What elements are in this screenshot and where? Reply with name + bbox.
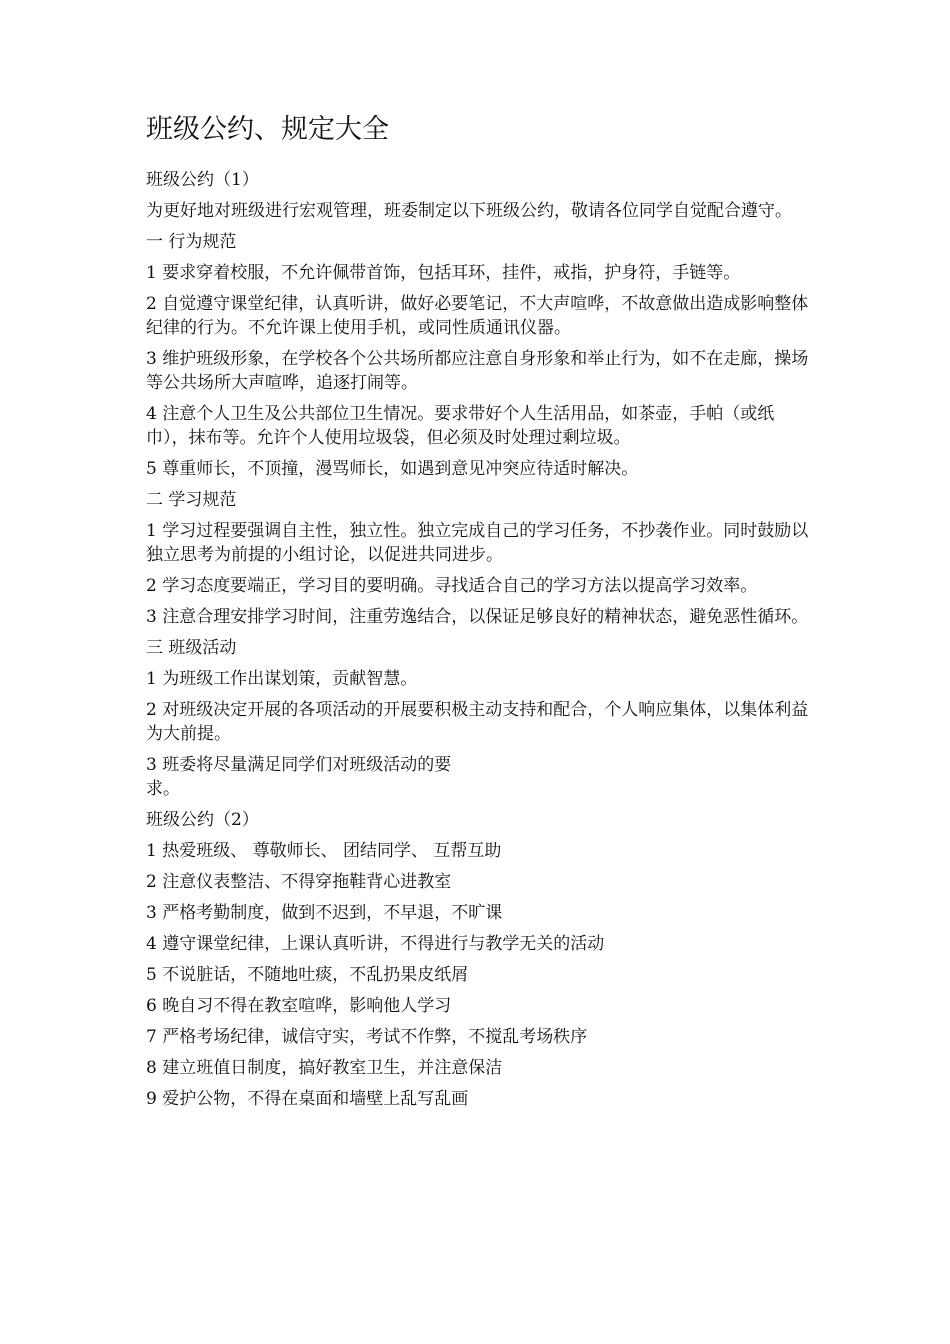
list-item: 1 要求穿着校服，不允许佩带首饰，包括耳环，挂件，戒指，护身符，手链等。: [146, 263, 741, 283]
list-item: 2 注意仪表整洁、不得穿拖鞋背心进教室: [146, 872, 452, 892]
section-heading: 班级公约（2）: [146, 810, 259, 830]
list-item: 3 维护班级形象，在学校各个公共场所都应注意自身形象和举止行为，如不在走廊，操场等公共场所大声喧哗，追逐打闹等。: [146, 349, 809, 393]
list-item: 1 学习过程要强调自主性，独立性。独立完成自己的学习任务，不抄袭作业。同时鼓励以独立思考为前提的小组讨论，以促进共同进步。: [146, 521, 809, 565]
list-item: 4 遵守课堂纪律，上课认真听讲，不得进行与教学无关的活动: [146, 934, 605, 954]
list-item: 2 学习态度要端正，学习目的要明确。寻找适合自己的学习方法以提高学习效率。: [146, 576, 758, 596]
section-heading: 三 班级活动: [146, 638, 237, 658]
list-item: 3 严格考勤制度，做到不迟到，不早退，不旷课: [146, 903, 503, 923]
list-item: 3 班委将尽量满足同学们对班级活动的要 求。: [146, 755, 452, 799]
document-body: [146, 168, 816, 1118]
list-item: 2 对班级决定开展的各项活动的开展要积极主动支持和配合，个人响应集体，以集体利益为大前提。: [146, 700, 809, 744]
list-item: 2 自觉遵守课堂纪律，认真听讲，做好必要笔记，不大声喧哗，不故意做出造成影响整体纪律的行为。不允许课上使用手机，或同性质通讯仪器。: [146, 294, 809, 338]
list-item: 1 热爱班级、 尊敬师长、 团结同学、 互帮互助: [146, 841, 502, 861]
section-heading: 一 行为规范: [146, 232, 237, 252]
section-heading: 二 学习规范: [146, 490, 237, 510]
document-title: 班级公约、规定大全: [146, 114, 389, 145]
section-heading: 班级公约（1）: [146, 170, 259, 190]
paragraph: 为更好地对班级进行宏观管理，班委制定以下班级公约，敬请各位同学自觉配合遵守。: [146, 201, 792, 221]
list-item: 4 注意个人卫生及公共部位卫生情况。要求带好个人生活用品，如茶壶，手帕（或纸巾），抹布等。允许个人使用垃圾袋，但必须及时处理过剩垃圾。: [146, 404, 775, 448]
list-item: 5 不说脏话，不随地吐痰，不乱扔果皮纸屑: [146, 965, 469, 985]
list-item: 3 注意合理安排学习时间，注重劳逸结合，以保证足够良好的精神状态，避免恶性循环。: [146, 607, 809, 627]
list-item: 5 尊重师长，不顶撞，漫骂师长，如遇到意见冲突应待适时解决。: [146, 459, 639, 479]
list-item: 1 为班级工作出谋划策，贡献智慧。: [146, 669, 418, 689]
list-item: 9 爱护公物，不得在桌面和墙壁上乱写乱画: [146, 1089, 469, 1109]
list-item: 8 建立班值日制度，搞好教室卫生，并注意保洁: [146, 1058, 503, 1078]
list-item: 6 晚自习不得在教室喧哗，影响他人学习: [146, 996, 452, 1016]
list-item: 7 严格考场纪律，诚信守实，考试不作弊，不搅乱考场秩序: [146, 1027, 588, 1047]
